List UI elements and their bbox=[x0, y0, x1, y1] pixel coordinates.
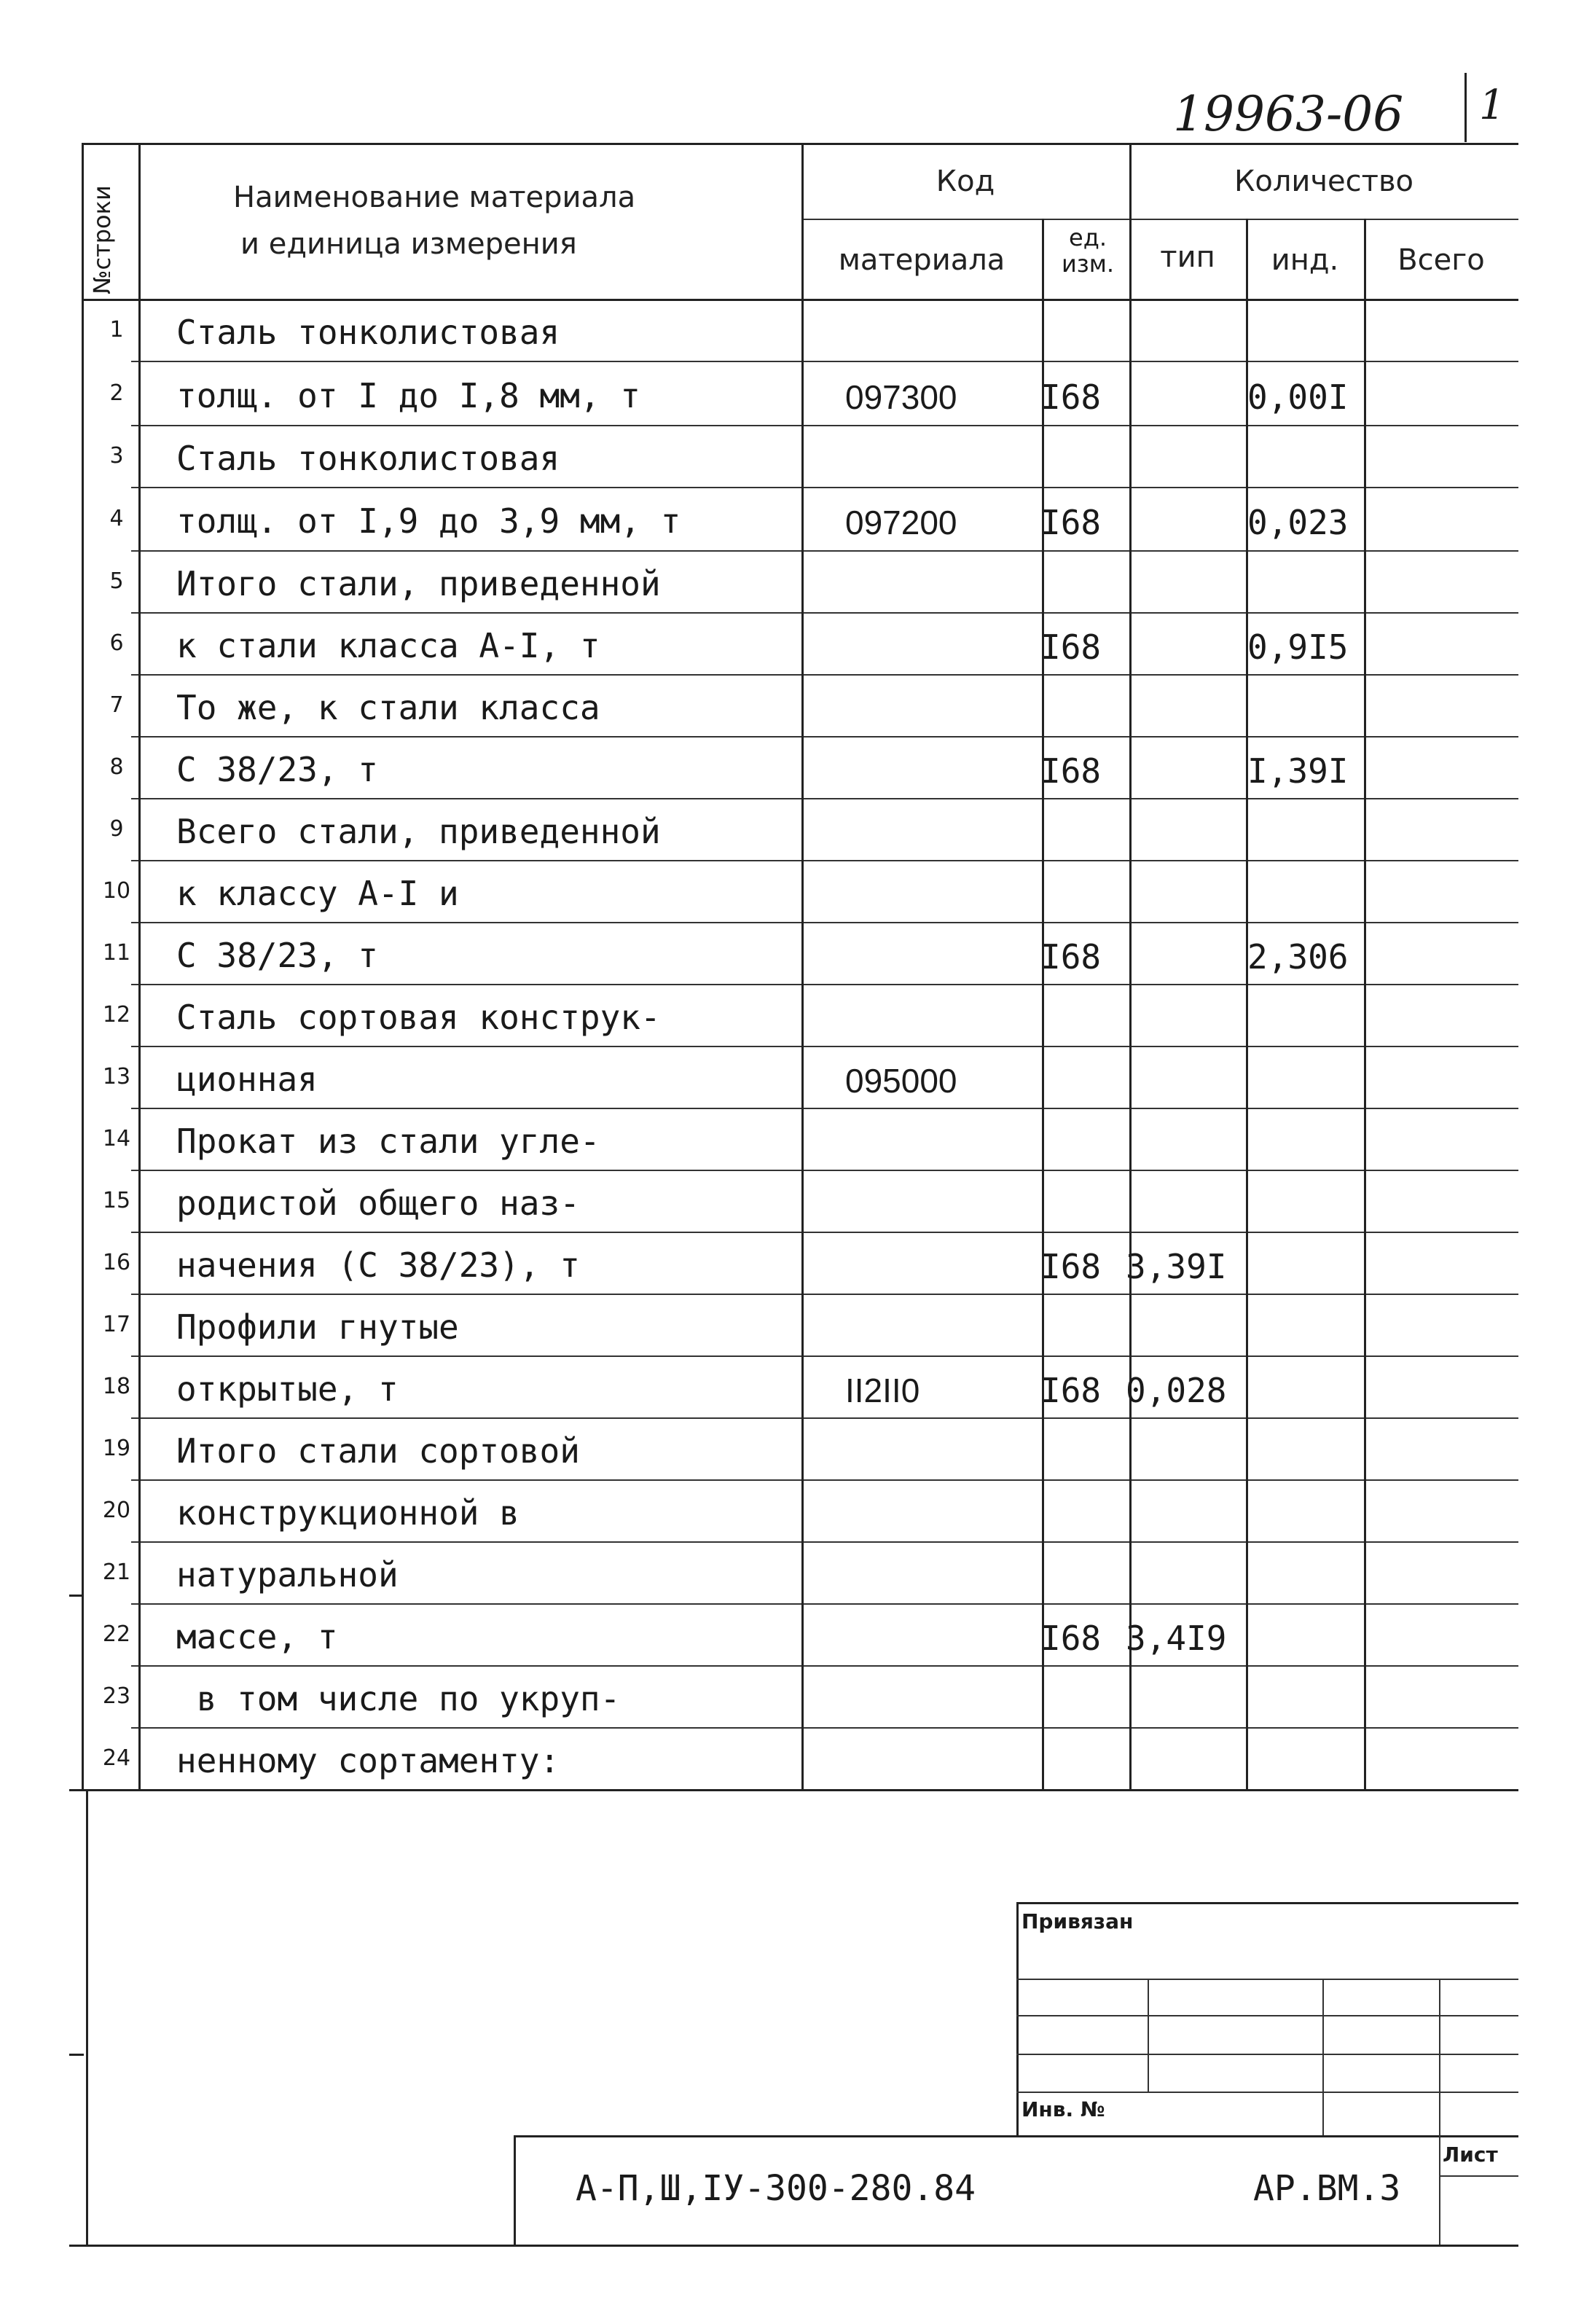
margin-tick bbox=[69, 1595, 84, 1597]
inventory-number-label: Инв. № bbox=[1022, 2097, 1105, 2121]
table-row: 22 массе, т I68 3,4I9 bbox=[102, 1617, 1227, 1658]
quantity-header: Количество bbox=[1234, 165, 1413, 198]
table-row: 15 родистой общего наз- bbox=[102, 1183, 580, 1223]
attached-label: Привязан bbox=[1022, 1909, 1134, 1933]
table-row: 20 конструкционной в bbox=[102, 1493, 519, 1533]
table-row: 1 Сталь тонколистовая bbox=[109, 313, 560, 352]
table-row: 11 С 38/23, т I68 2,306 bbox=[102, 936, 1349, 977]
qty-type-header: тип bbox=[1160, 240, 1215, 274]
table-row: 23 в том числе по укруп- bbox=[102, 1679, 621, 1718]
table-row: 19 Итого стали сортовой bbox=[102, 1431, 580, 1471]
corner-divider bbox=[1464, 73, 1467, 142]
document-number: 19963-06 bbox=[1173, 86, 1404, 142]
table-row: 18 открытые, т II2II0 I68 0,028 bbox=[102, 1369, 1227, 1410]
sheet-label: Лист bbox=[1443, 2143, 1498, 2167]
margin-tick bbox=[69, 2054, 84, 2056]
name-header-line1: Наименование материала bbox=[233, 181, 636, 214]
table-row: 4 толщ. от I,9 до 3,9 мм, т 097200 I68 0,023 bbox=[109, 501, 1349, 542]
frame-bottom bbox=[69, 2245, 1518, 2247]
table-row: 6 к стали класса А-I, т I68 0,9I5 bbox=[109, 626, 1349, 667]
name-header-line2: и единица измерения bbox=[240, 227, 577, 261]
table-row: 9 Всего стали, приведенной bbox=[109, 812, 661, 851]
code-header: Код bbox=[936, 165, 995, 198]
table-row: 16 начения (С 38/23), т I68 3,39I bbox=[102, 1245, 1227, 1286]
qty-total-header: Всего bbox=[1397, 243, 1485, 277]
sheet-corner-number: 1 bbox=[1479, 82, 1505, 129]
table-row: 10 к классу А-I и bbox=[102, 874, 459, 913]
table-row: 3 Сталь тонколистовая bbox=[109, 439, 560, 478]
code-material-header: материала bbox=[838, 243, 1005, 277]
row-number-header: №строки bbox=[88, 185, 116, 294]
table-row: 14 Прокат из стали угле- bbox=[102, 1122, 600, 1161]
qty-ind-header: инд. bbox=[1271, 243, 1339, 277]
designation-code: А-П,Ш,IУ-300-280.84 bbox=[576, 2168, 976, 2209]
table-row: 12 Сталь сортовая конструк- bbox=[102, 998, 661, 1037]
table-row: 24 ненному сортаменту: bbox=[102, 1741, 560, 1780]
frame-left bbox=[86, 1789, 88, 2245]
table-row: 7 То же, к стали класса bbox=[109, 688, 600, 727]
table-row: 5 Итого стали, приведенной bbox=[109, 564, 661, 603]
album-code: АР.ВМ.3 bbox=[1253, 2168, 1401, 2209]
table-row: 13 ционная 095000 bbox=[102, 1060, 957, 1100]
table-row: 2 толщ. от I до I,8 мм, т 097300 I68 0,00I bbox=[109, 376, 1349, 417]
table-row: 21 натуральной bbox=[102, 1555, 399, 1595]
table-row: 17 Профили гнутые bbox=[102, 1307, 459, 1347]
code-unit-header: ед. изм. bbox=[1061, 224, 1115, 278]
table-row: 8 С 38/23, т I68 I,39I bbox=[109, 750, 1349, 791]
